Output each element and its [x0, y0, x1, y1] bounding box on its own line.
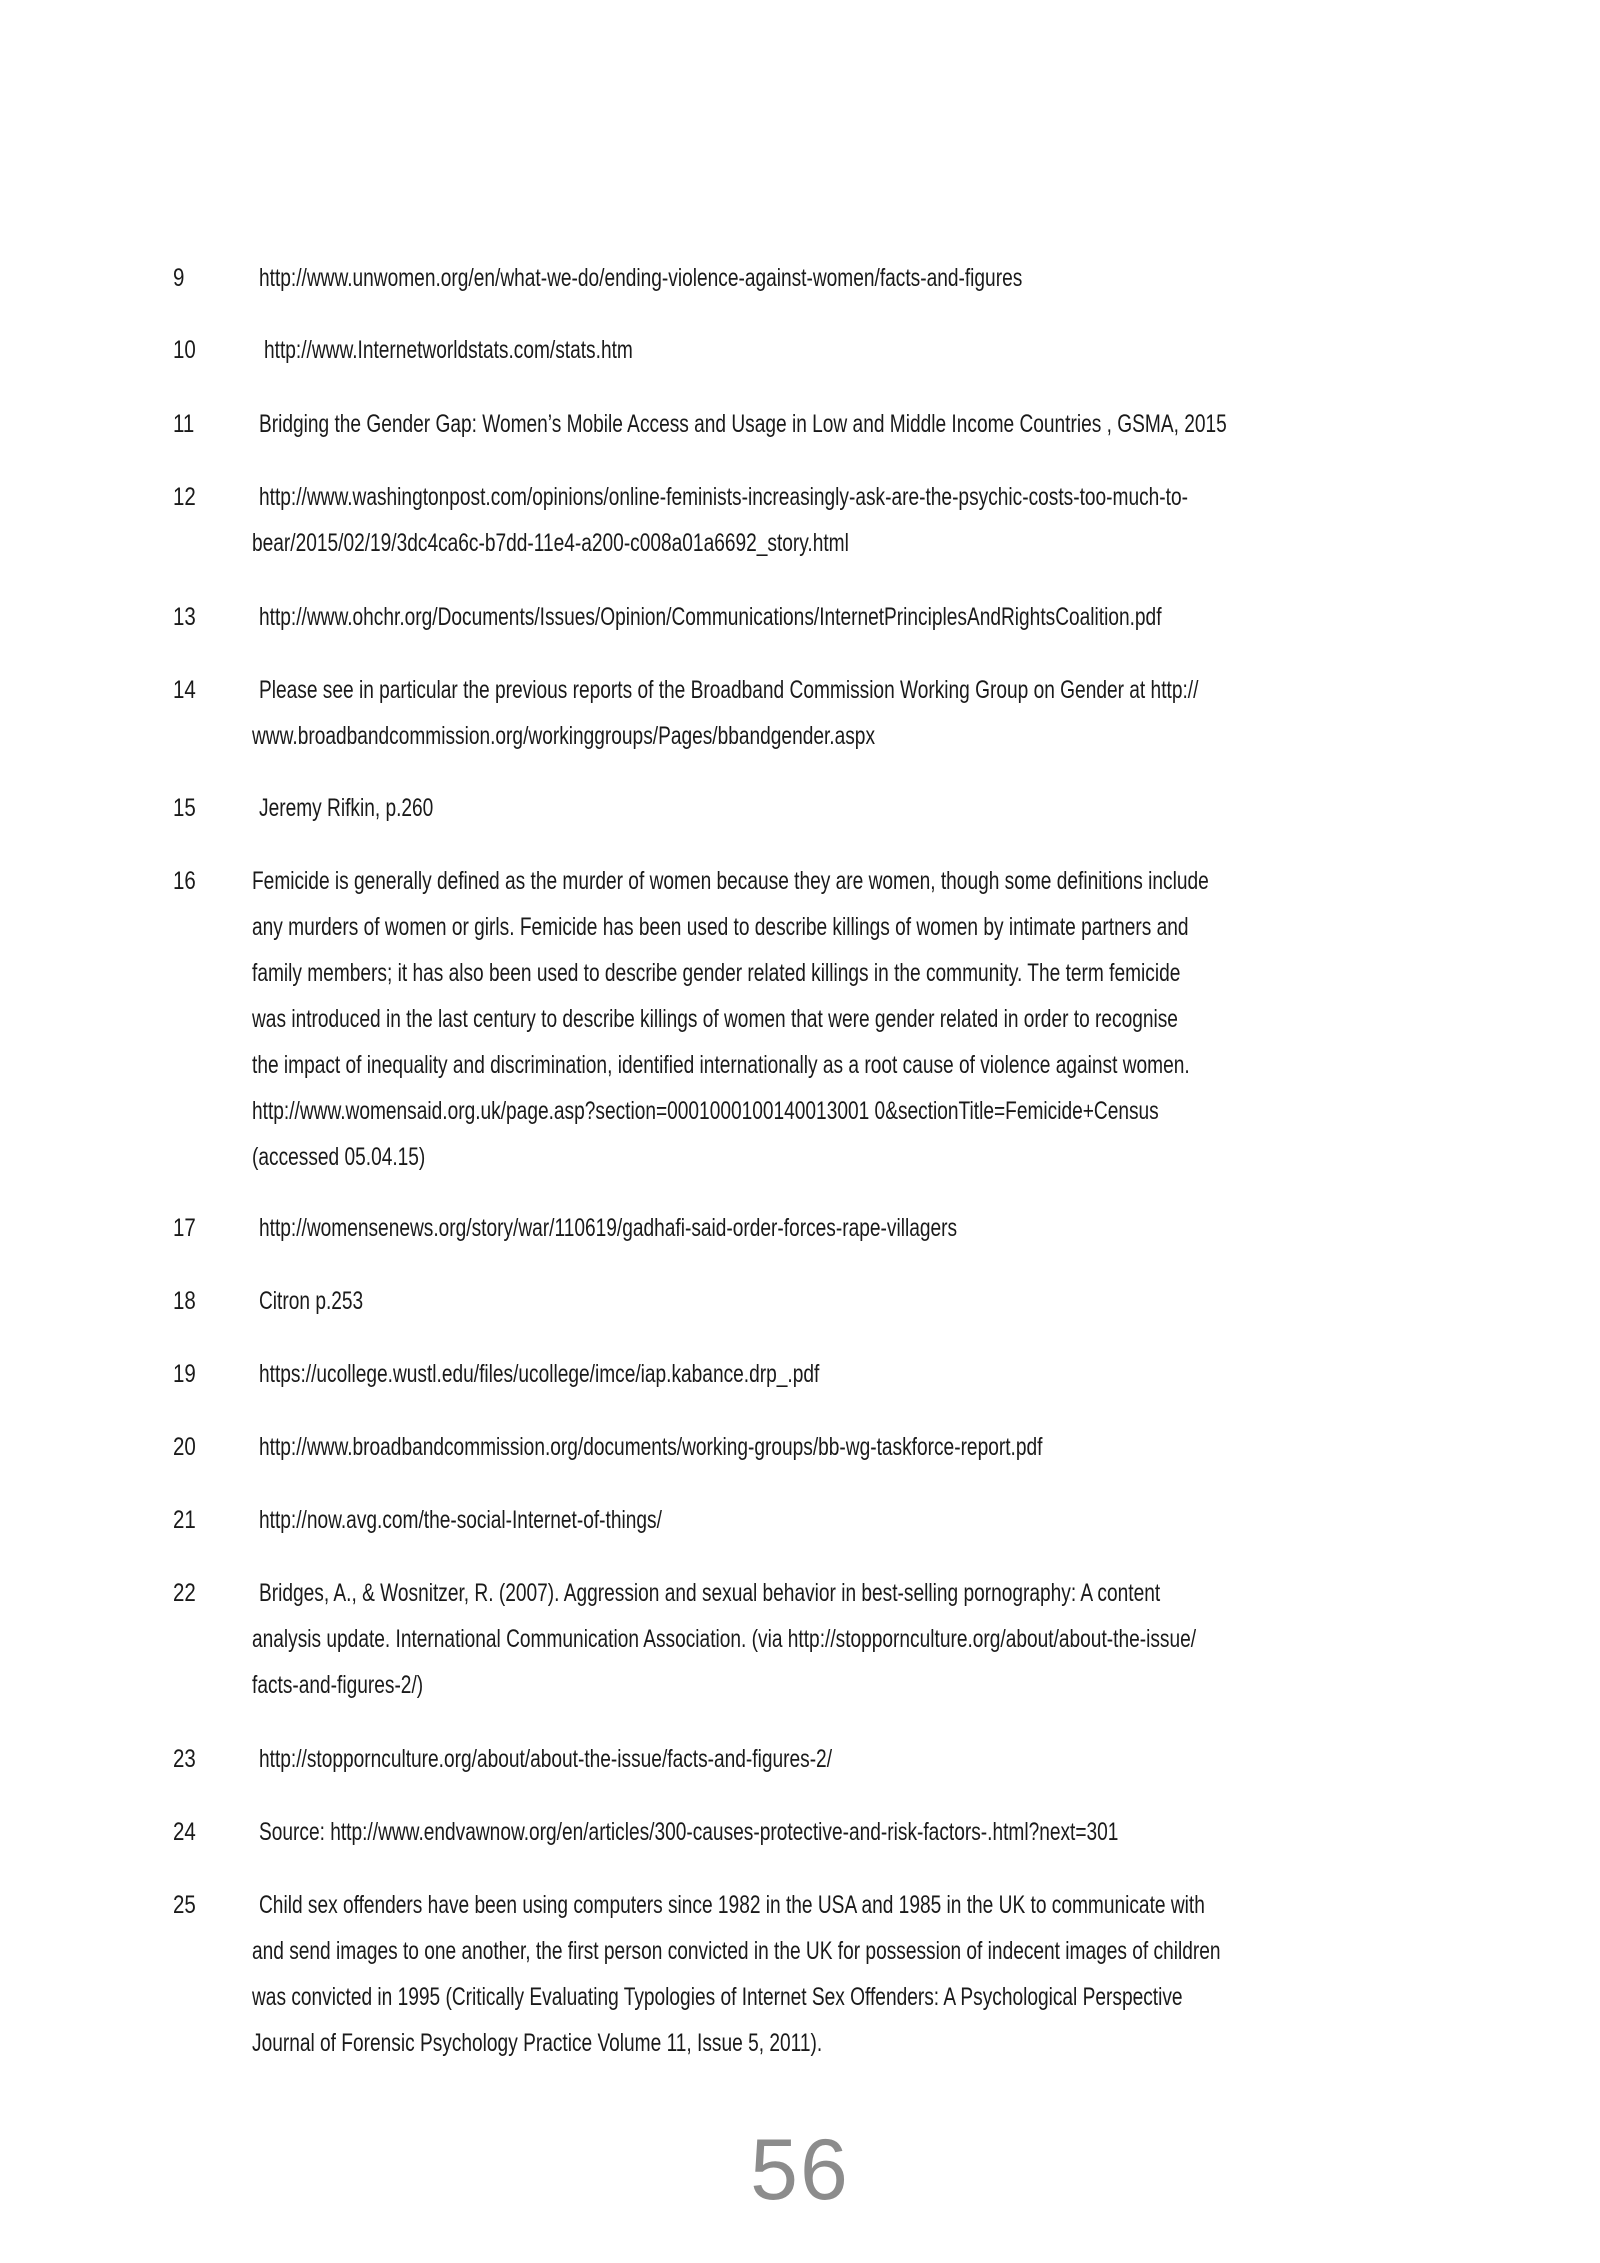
footnote-number: 20 [173, 1433, 196, 1461]
footnote-text: any murders of women or girls. Femicide has been used to describe killings of women by intimate partners and [252, 913, 1189, 941]
page-number: 56 [750, 2122, 850, 2218]
footnote-link[interactable]: http://www.womensaid.org.uk/page.asp?section=0001000100140013001 0&sectionTitle=Femicide+Census [252, 1097, 1159, 1125]
footnote-text: Source: http://www.endvawnow.org/en/articles/300-causes-protective-and-risk-factors-.html?next=301 [259, 1818, 1119, 1846]
footnote-text: bear/2015/02/19/3dc4ca6c-b7dd-11e4-a200-c008a01a6692_story.html [252, 529, 849, 557]
footnote-link[interactable]: http://womensenews.org/story/war/110619/gadhafi-said-order-forces-rape-villagers [259, 1214, 958, 1242]
footnote-number: 19 [173, 1360, 196, 1388]
footnote-number: 23 [173, 1745, 196, 1773]
footnote-link[interactable]: http://now.avg.com/the-social-Internet-of-things/ [259, 1506, 662, 1534]
footnote-number: 21 [173, 1506, 196, 1534]
footnote-text: Bridges, A., & Wosnitzer, R. (2007). Aggression and sexual behavior in best-selling pornography: A content [259, 1579, 1161, 1607]
footnote-link[interactable]: www.broadbandcommission.org/workinggroups/Pages/bbandgender.aspx [252, 722, 876, 750]
footnote-text: was convicted in 1995 (Critically Evaluating Typologies of Internet Sex Offenders: A Psychological Perspective [252, 1983, 1183, 2011]
footnote-number: 14 [173, 676, 196, 704]
footnote-text: Please see in particular the previous reports of the Broadband Commission Working Group on Gender at http:// [259, 676, 1199, 704]
footnote-number: 9 [173, 264, 185, 292]
footnote-link[interactable]: http://www.unwomen.org/en/what-we-do/ending-violence-against-women/facts-and-figures [259, 264, 1023, 292]
footnote-text: facts-and-figures-2/) [252, 1671, 424, 1699]
footnote-text: analysis update. International Communication Association. (via http://stoppornculture.org/about/about-the-issue/ [252, 1625, 1197, 1653]
footnote-text: (accessed 05.04.15) [252, 1143, 426, 1171]
footnote-number: 16 [173, 867, 196, 895]
footnote-number: 22 [173, 1579, 196, 1607]
footnote-link[interactable]: http://stoppornculture.org/about/about-the-issue/facts-and-figures-2/ [259, 1745, 833, 1773]
footnote-text: the impact of inequality and discrimination, identified internationally as a root cause of violence against women. [252, 1051, 1190, 1079]
footnote-link[interactable]: http://www.Internetworldstats.com/stats.htm [264, 336, 633, 364]
footnote-link[interactable]: https://ucollege.wustl.edu/files/ucollege/imce/iap.kabance.drp_.pdf [259, 1360, 820, 1388]
footnote-number: 15 [173, 794, 196, 822]
footnote-text: Bridging the Gender Gap: Women’s Mobile Access and Usage in Low and Middle Income Countries , GSMA, 2015 [259, 410, 1227, 438]
footnote-text: family members; it has also been used to describe gender related killings in the community. The term femicide [252, 959, 1181, 987]
footnote-text: was introduced in the last century to describe killings of women that were gender related in order to recognise [252, 1005, 1178, 1033]
footnote-number: 13 [173, 603, 196, 631]
footnote-text: Citron p.253 [259, 1287, 364, 1315]
footnote-link[interactable]: http://www.broadbandcommission.org/documents/working-groups/bb-wg-taskforce-report.pdf [259, 1433, 1043, 1461]
footnote-number: 10 [173, 336, 196, 364]
footnote-text: Journal of Forensic Psychology Practice Volume 11, Issue 5, 2011). [252, 2029, 823, 2057]
footnote-number: 24 [173, 1818, 196, 1846]
footnote-text: and send images to one another, the first person convicted in the UK for possession of indecent images of children [252, 1937, 1221, 1965]
footnote-number: 25 [173, 1891, 196, 1919]
footnote-number: 11 [173, 410, 195, 438]
footnote-number: 17 [173, 1214, 196, 1242]
footnote-link[interactable]: http://www.ohchr.org/Documents/Issues/Opinion/Communications/InternetPrinciplesAndRightsCoalition.pdf [259, 603, 1162, 631]
footnote-number: 18 [173, 1287, 196, 1315]
footnote-link[interactable]: http://www.washingtonpost.com/opinions/online-feminists-increasingly-ask-are-the-psychic-costs-too-much-to- [259, 483, 1188, 511]
footnote-text: Jeremy Rifkin, p.260 [259, 794, 434, 822]
footnote-number: 12 [173, 483, 196, 511]
footnote-text: Child sex offenders have been using computers since 1982 in the USA and 1985 in the UK to communicate with [259, 1891, 1205, 1919]
footnote-text: Femicide is generally defined as the murder of women because they are women, though some definitions include [252, 867, 1209, 895]
